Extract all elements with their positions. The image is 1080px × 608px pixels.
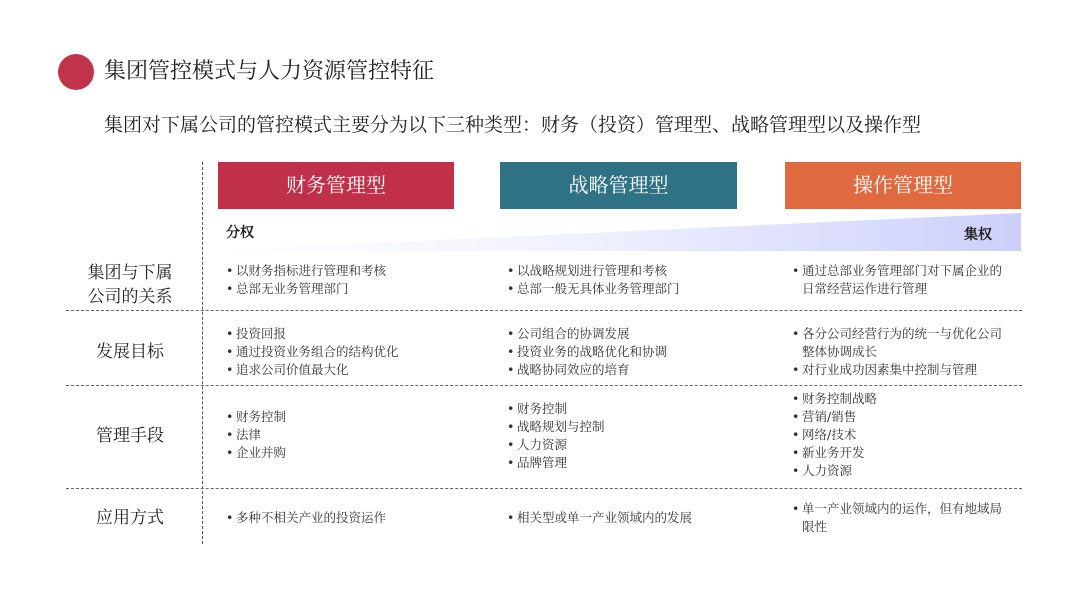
list-item: • 总部一般无具体业务管理部门 (507, 280, 739, 298)
row-label-line: 发展目标 (96, 342, 164, 362)
list-item: • 企业并购 (226, 444, 458, 462)
cell-relationship-financial (226, 262, 458, 298)
row-divider (66, 385, 1022, 386)
row-label-line: 公司的关系 (87, 287, 173, 307)
list-item: • 人力资源 (792, 462, 1014, 480)
cell-application-strategic (507, 509, 739, 527)
cell-goals-operational (792, 325, 1014, 379)
cell-relationship-strategic (507, 262, 739, 298)
label-column-divider (202, 162, 203, 544)
list-item: • 公司组合的协调发展 (507, 325, 739, 343)
list-item: • 投资回报 (226, 325, 458, 343)
list-item: • 以财务指标进行管理和考核 (226, 262, 458, 280)
row-label-application (66, 506, 194, 530)
list-item: • 投资业务的战略优化和协调 (507, 343, 739, 361)
list-item: • 相关型或单一产业领域内的发展 (507, 509, 739, 527)
centralization-gradient-wedge (202, 213, 1021, 251)
list-item: • 战略规划与控制 (507, 418, 739, 436)
row-label-relationship (66, 261, 194, 309)
row-label-goals (66, 340, 194, 364)
cell-methods-financial (226, 408, 458, 462)
list-item: • 网络/技术 (792, 426, 1014, 444)
cell-application-financial (226, 509, 458, 527)
scale-label-decentralized: 分权 (226, 225, 254, 241)
list-item: • 人力资源 (507, 436, 739, 454)
list-item: • 多种不相关产业的投资运作 (226, 509, 458, 527)
list-item: • 各分公司经营行为的统一与优化公司整体协调成长 (792, 325, 1014, 361)
cell-application-operational (792, 500, 1014, 536)
list-item: • 通过总部业务管理部门对下属企业的日常经营运作进行管理 (792, 262, 1014, 298)
list-item: • 财务控制 (507, 400, 739, 418)
list-item: • 营销/销售 (792, 408, 1014, 426)
list-item: • 单一产业领域内的运作，但有地域局限性 (792, 500, 1014, 536)
row-label-methods (66, 424, 194, 448)
row-label-line: 应用方式 (96, 508, 164, 528)
scale-label-centralized: 集权 (964, 227, 992, 243)
cell-relationship-operational (792, 262, 1014, 298)
page-subtitle: 集团对下属公司的管控模式主要分为以下三种类型：财务（投资）管理型、战略管理型以及操作型 (104, 114, 922, 136)
row-label-line: 集团与下属 (87, 263, 173, 283)
row-divider (66, 310, 1022, 311)
column-header-strategic: 战略管理型 (500, 162, 737, 209)
list-item: • 新业务开发 (792, 444, 1014, 462)
list-item: • 法律 (226, 426, 458, 444)
column-header-financial: 财务管理型 (218, 162, 454, 209)
cell-goals-strategic (507, 325, 739, 379)
list-item: • 对行业成功因素集中控制与管理 (792, 361, 1014, 379)
cell-methods-operational (792, 390, 1014, 480)
list-item: • 财务控制 (226, 408, 458, 426)
page-title: 集团管控模式与人力资源管控特征 (104, 59, 435, 84)
column-header-operational: 操作管理型 (785, 162, 1021, 209)
cell-methods-strategic (507, 400, 739, 472)
cell-goals-financial (226, 325, 458, 379)
list-item: • 以战略规划进行管理和考核 (507, 262, 739, 280)
row-label-line: 管理手段 (96, 426, 164, 446)
row-divider (66, 488, 1022, 489)
list-item: • 总部无业务管理部门 (226, 280, 458, 298)
list-item: • 财务控制战略 (792, 390, 1014, 408)
list-item: • 战略协同效应的培育 (507, 361, 739, 379)
list-item: • 通过投资业务组合的结构优化 (226, 343, 458, 361)
list-item: • 品牌管理 (507, 454, 739, 472)
list-item: • 追求公司价值最大化 (226, 361, 458, 379)
title-bullet-circle (58, 54, 94, 90)
